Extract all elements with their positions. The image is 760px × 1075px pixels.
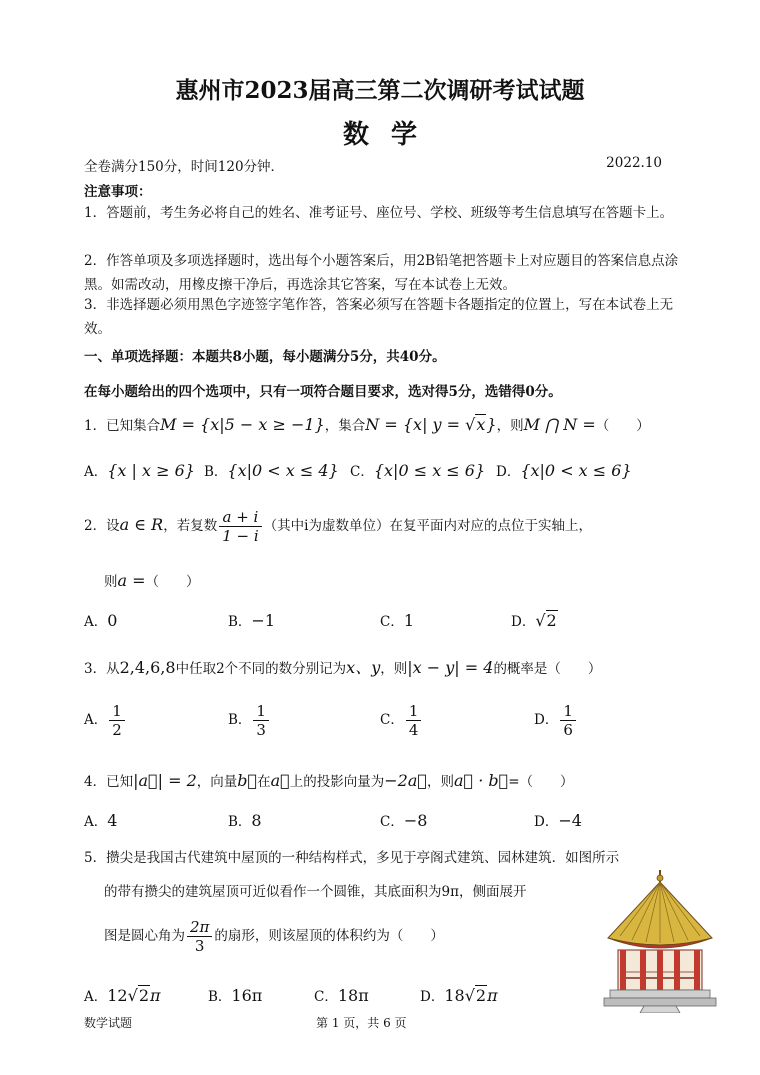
q4-option-d[interactable]: D．−4 [534,811,582,830]
exam-title: 惠州市2023届高三第二次调研考试试题 [175,77,585,104]
q3-option-a[interactable]: A． $\frac{1}{2}$ [84,702,127,739]
exam-info [84,155,662,175]
footer-subject: 数学试题 [84,1016,133,1030]
q1-option-b[interactable]: B．{x|0 < x ≤ 4} [204,461,339,480]
q1-option-a[interactable]: A．{x | x ≥ 6} [84,461,195,480]
note-item-1: 1．答题前，考生务必将自己的姓名、准考证号、座位号、学校、班级等考生信息填写在答题卡上。 [84,205,674,221]
page-number: 第 1 页，共 6 页 [316,1016,407,1030]
pavilion-illustration [600,868,720,1013]
q3-option-b[interactable]: B． $\frac{1}{3}$ [228,702,271,739]
q3-condition: |x − y| = 4 [407,658,494,677]
q1-set-m: M = {x|5 − x ≥ −1} [160,415,325,434]
exam-subject: 数学 [342,120,439,150]
q5-option-d[interactable]: D．18√2π [420,986,498,1005]
q2-option-d[interactable]: D．√2 [511,611,557,630]
question-1: 1．已知集合M = {x|5 − x ≥ −1}，集合N = {x| y = √x}，则M ⋂ N =（ ） [84,415,650,434]
section-1-instruction: 在每小题给出的四个选项中，只有一项符合题目要求，选对得5分，选错得0分。 [84,384,562,400]
question-3: 3．从2,4,6,8中任取2个不同的数分别记为x、y，则|x − y| = 4的概率是（ ） [84,658,602,677]
q5-option-b[interactable]: B．16π [208,986,263,1005]
answer-blank: （ ） [595,418,650,434]
q5-option-c[interactable]: C．18π [314,986,369,1005]
exam-date: 2022.10 [606,155,662,171]
q4-option-a[interactable]: A．4 [84,811,118,830]
question-2: 2．设a ∈ R，若复数 $\frac{a + i}{1 - i}$ （其中i为虚数单位）在复平面内对应的点位于实轴上， [84,508,592,545]
q1-text: ，集合 [324,418,366,434]
q3-option-d[interactable]: D． $\frac{1}{6}$ [534,702,578,739]
score-time-info: 全卷满分150分，时间120分钟． [84,159,285,175]
q2-option-b[interactable]: B．−1 [228,611,276,630]
q1-option-d[interactable]: D．{x|0 < x ≤ 6} [496,461,632,480]
section-1-title: 一、单项选择题：本题共8小题，每小题满分5分，共40分。 [84,349,446,365]
q1-set-n: N = {x| y = [365,415,466,434]
note-item-3: 3．非选择题必须用黑色字迹签字笔作答，答案必须写在答题卡各题指定的位置上，写在本试卷上无效。 [84,297,674,337]
q1-option-c[interactable]: C．{x|0 ≤ x ≤ 6} [350,461,486,480]
sqrt-symbol: √x [465,415,486,434]
question-5-line-1: 5．攒尖是我国古代建筑中屋顶的一种结构样式，多见于亭阁式建筑、园林建筑．如图所示 [84,850,620,866]
q5-option-a[interactable]: A．12√2π [84,986,161,1005]
q1-text: ，则 [496,418,524,434]
q2-fraction: $\frac{a + i}{1 - i}$ [219,508,261,545]
q2-option-a[interactable]: A．0 [84,611,118,630]
note-item-2: 2．作答单项及多项选择题时，选出每个小题答案后，用2B铅笔把答题卡上对应题目的答案信息点涂黑。如需改动，用橡皮擦干净后，再选涂其它答案，写在本试卷上无效。 [84,253,679,293]
question-5-line-3: 图是圆心角为 $\frac{2\pi}{3}$ 的扇形，则该屋顶的体积约为（ ） [104,918,444,955]
q2-condition: a ∈ R [119,515,164,534]
notes-title: 注意事项： [84,184,152,200]
question-4: 4．已知|a⃗| = 2，向量b⃗在a⃗上的投影向量为−2a⃗，则a⃗ · b⃗=（ ） [84,771,574,790]
q4-option-b[interactable]: B．8 [228,811,262,830]
answer-blank: （ ） [145,574,200,590]
q3-number-set: 2,4,6,8 [119,658,176,677]
q3-option-c[interactable]: C． $\frac{1}{4}$ [380,702,423,739]
question-2-line-2: 则a =（ ） [104,571,200,590]
q1-intersection: M ⋂ N = [523,415,596,434]
question-5-line-2: 的带有攒尖的建筑屋顶可近似看作一个圆锥，其底面积为9π，侧面展开 [104,884,527,900]
q5-fraction: $\frac{2\pi}{3}$ [187,918,212,955]
q4-option-c[interactable]: C．−8 [380,811,428,830]
q2-option-c[interactable]: C．1 [380,611,415,630]
q1-text: 1．已知集合 [84,418,161,434]
